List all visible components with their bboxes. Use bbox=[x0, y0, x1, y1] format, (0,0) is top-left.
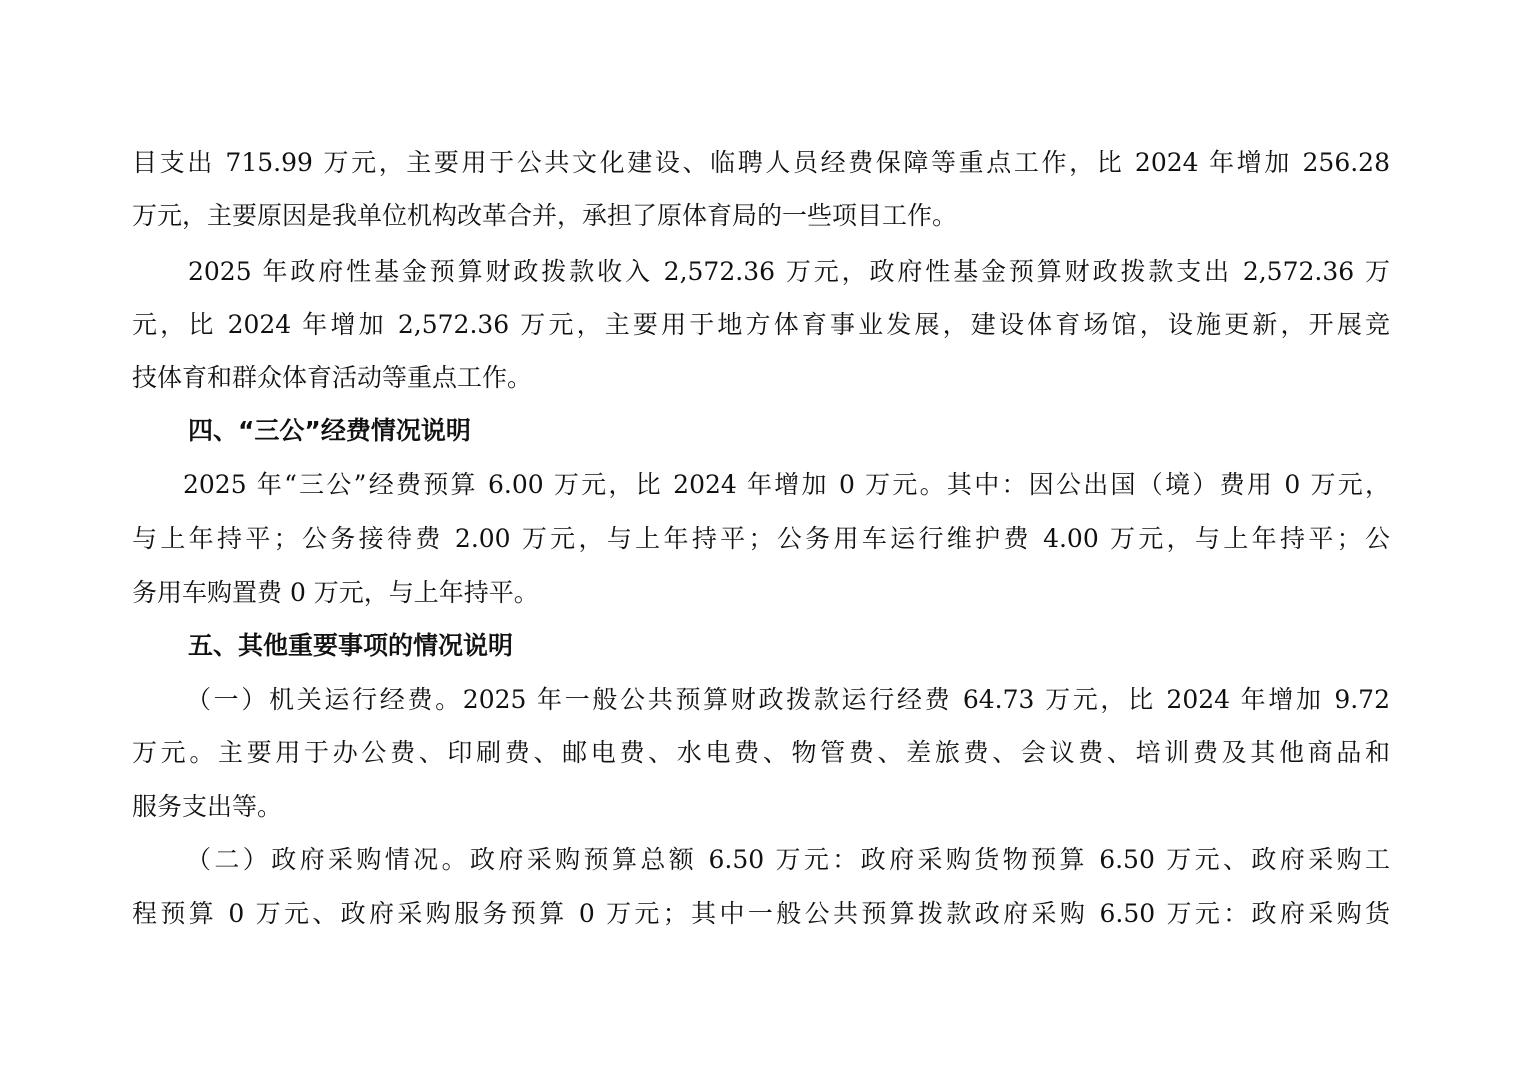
paragraph-line: （一）机关运行经费。2025 年一般公共预算财政拨款运行经费 64.73 万元，比 2024 年增加 9.72 bbox=[186, 685, 1390, 714]
paragraph-line: 技体育和群众体育活动等重点工作。 bbox=[132, 363, 533, 392]
paragraph-line: 程预算 0 万元、政府采购服务预算 0 万元；其中一般公共预算拨款政府采购 6.50 万元：政府采购货 bbox=[132, 899, 1390, 928]
paragraph-line: （二）政府采购情况。政府采购预算总额 6.50 万元：政府采购货物预算 6.50 万元、政府采购工 bbox=[186, 845, 1390, 874]
paragraph-line: 元，比 2024 年增加 2,572.36 万元，主要用于地方体育事业发展，建设体育场馆，设施更新，开展竞 bbox=[132, 310, 1390, 339]
paragraph-line: 万元。主要用于办公费、印刷费、邮电费、水电费、物管费、差旅费、会议费、培训费及其他商品和 bbox=[132, 738, 1390, 767]
paragraph-line: 务用车购置费 0 万元，与上年持平。 bbox=[132, 578, 539, 607]
paragraph-line: 目支出 715.99 万元，主要用于公共文化建设、临聘人员经费保障等重点工作，比 2024 年增加 256.28 bbox=[132, 148, 1390, 177]
paragraph-line: 万元，主要原因是我单位机构改革合并，承担了原体育局的一些项目工作。 bbox=[132, 201, 958, 230]
section-heading: 五、其他重要事项的情况说明 bbox=[188, 631, 514, 660]
paragraph-line: 2025 年政府性基金预算财政拨款收入 2,572.36 万元，政府性基金预算财政拨款支出 2,572.36 万 bbox=[188, 257, 1390, 286]
section-heading: 四、“三公”经费情况说明 bbox=[188, 416, 471, 445]
paragraph-line: 与上年持平；公务接待费 2.00 万元，与上年持平；公务用车运行维护费 4.00 万元，与上年持平；公 bbox=[132, 524, 1390, 553]
paragraph-line: 服务支出等。 bbox=[132, 792, 283, 821]
paragraph-line: 2025 年“三公”经费预算 6.00 万元，比 2024 年增加 0 万元。其中：因公出国（境）费用 0 万元， bbox=[183, 470, 1390, 499]
